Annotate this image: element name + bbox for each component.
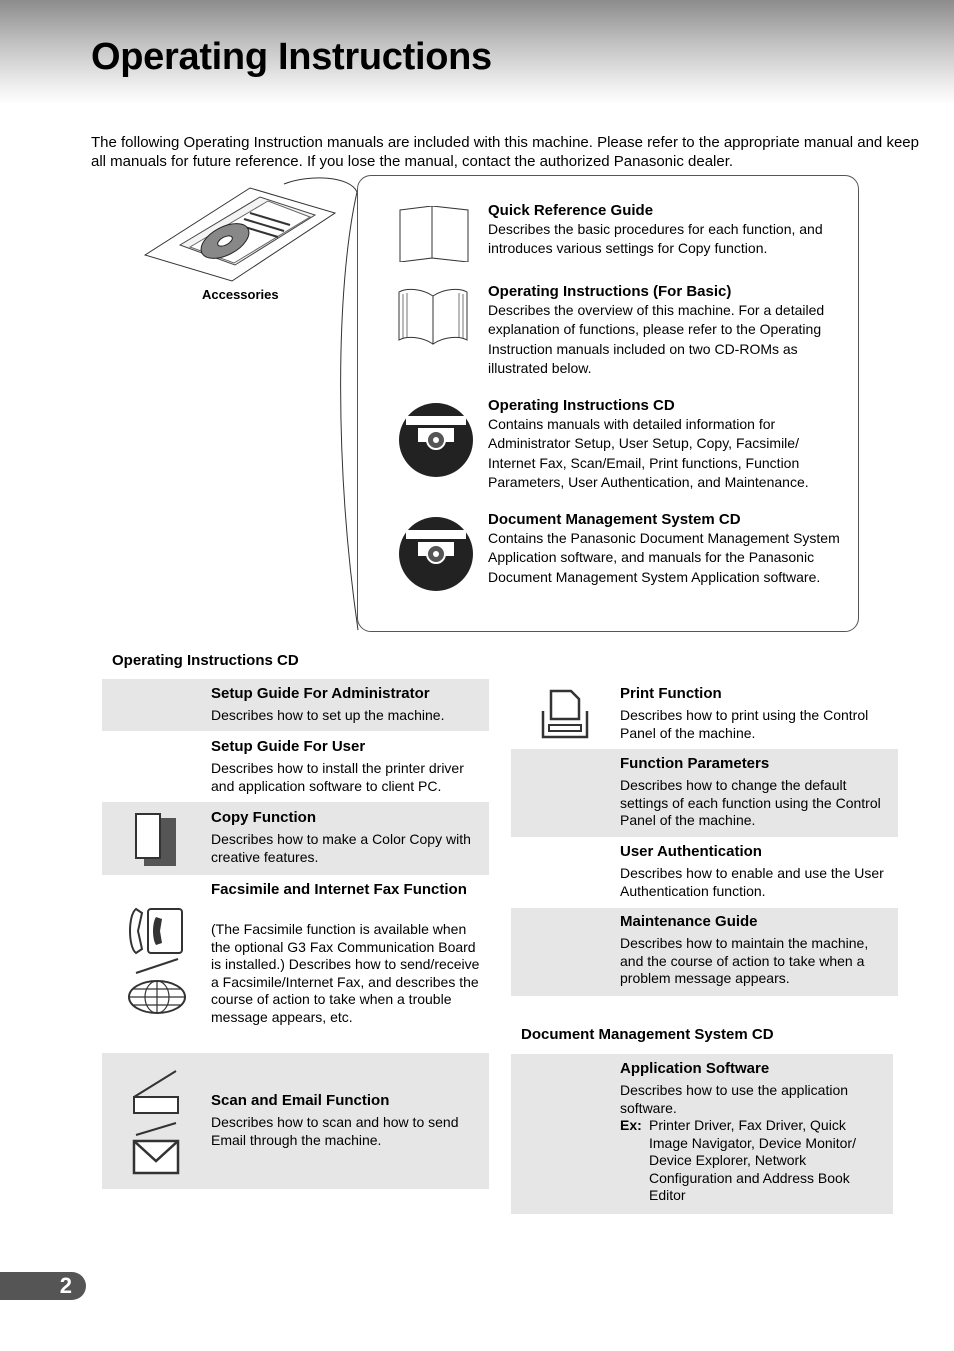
maintenance-guide-box bbox=[511, 908, 898, 996]
box-title: Copy Function bbox=[211, 809, 316, 826]
function-parameters-box bbox=[511, 749, 898, 837]
document-management-system-cd bbox=[488, 510, 848, 587]
box-title: Facsimile and Internet Fax Function bbox=[211, 881, 467, 898]
accessories-label: Accessories bbox=[202, 287, 279, 302]
setup-guide-admin-box bbox=[102, 679, 489, 731]
app-software-desc: Describes how to use the application software. bbox=[620, 1082, 849, 1116]
box-title: Setup Guide For Administrator bbox=[211, 685, 430, 702]
box-title: User Authentication bbox=[620, 843, 762, 860]
box-desc: Describes how to make a Color Copy with creative features. bbox=[211, 831, 471, 865]
box-desc: Describes how to maintain the machine, and the course of action to take when a problem message appears. bbox=[620, 935, 869, 986]
setup-guide-user-box bbox=[102, 731, 489, 801]
closed-book-icon bbox=[398, 206, 470, 262]
example-text: Printer Driver, Fax Driver, Quick Image Navigator, Device Monitor/ Device Explorer, Network Configuration and Address Book Editor bbox=[649, 1117, 856, 1203]
example-label: Ex: bbox=[620, 1117, 642, 1133]
box-desc: (The Facsimile function is available when the optional G3 Fax Communication Board is installed.) Describes how to send/receive a Facsimile/Internet Fax, and describes the course of action to take when a trouble message appears, etc. bbox=[211, 921, 480, 1025]
cd-icon bbox=[398, 516, 474, 592]
page-number: 2 bbox=[0, 1272, 86, 1300]
callout-item-desc: Contains manuals with detailed information for Administrator Setup, User Setup, Copy, Facsimile/ Internet Fax, Scan/Email, Print functions, Function Parameters, User Authentication, and Maintenance. bbox=[488, 416, 809, 491]
box-desc: Describes how to enable and use the User Authentication function. bbox=[620, 865, 884, 899]
user-authentication-box bbox=[511, 837, 898, 907]
box-title: Function Parameters bbox=[620, 755, 770, 772]
intro-paragraph: The following Operating Instruction manuals are included with this machine. Please refer to the appropriate manual and keep all manuals for future reference. If you lose the manual, contact the authorized Panasonic dealer. bbox=[91, 134, 919, 170]
manuals-callout bbox=[357, 175, 859, 632]
page-title: Operating Instructions bbox=[91, 36, 492, 78]
fax-internet-icon bbox=[126, 905, 188, 1017]
callout-item-title: Quick Reference Guide bbox=[488, 202, 654, 219]
box-desc: Describes how to print using the Control Panel of the machine. bbox=[620, 707, 869, 741]
copy-icon bbox=[134, 812, 178, 868]
box-desc: Describes how to change the default settings of each function using the Control Panel of the machine. bbox=[620, 777, 881, 828]
callout-item-desc: Contains the Panasonic Document Management System Application software, and manuals for the Panasonic Document Management System Application software. bbox=[488, 530, 840, 585]
box-desc: Describes how to set up the machine. bbox=[211, 707, 445, 723]
open-book-icon bbox=[396, 286, 470, 348]
copy-function-box bbox=[102, 802, 489, 875]
box-title: Print Function bbox=[620, 685, 722, 702]
oi-cd-heading: Operating Instructions CD bbox=[112, 652, 299, 669]
printer-icon bbox=[539, 689, 591, 741]
scan-email-box bbox=[102, 1053, 489, 1189]
fax-function-box bbox=[102, 875, 489, 1053]
print-function-box bbox=[511, 679, 898, 749]
application-software-box bbox=[511, 1054, 893, 1214]
box-title: Maintenance Guide bbox=[620, 913, 758, 930]
box-title: Application Software bbox=[620, 1060, 770, 1077]
box-desc: Describes how to install the printer driver and application software to client PC. bbox=[211, 760, 464, 794]
callout-item-title: Document Management System CD bbox=[488, 511, 741, 528]
box-desc bbox=[620, 1082, 885, 1205]
operating-instructions-cd bbox=[488, 396, 848, 493]
callout-item-title: Operating Instructions CD bbox=[488, 397, 675, 414]
dms-cd-heading: Document Management System CD bbox=[521, 1026, 774, 1043]
callout-item-desc: Describes the overview of this machine. For a detailed explanation of functions, please refer to the Operating Instruction manuals included on two CD-ROMs as illustrated below. bbox=[488, 302, 825, 377]
box-title: Setup Guide For User bbox=[211, 738, 366, 755]
operating-instructions-basic bbox=[488, 282, 848, 379]
callout-item-title: Operating Instructions (For Basic) bbox=[488, 283, 732, 300]
box-title: Scan and Email Function bbox=[211, 1092, 390, 1109]
example-row bbox=[620, 1117, 885, 1205]
quick-reference-guide bbox=[488, 201, 848, 259]
callout-item-desc: Describes the basic procedures for each function, and introduces various settings for Copy function. bbox=[488, 221, 823, 257]
scan-email-icon bbox=[130, 1069, 182, 1177]
box-desc: Describes how to scan and how to send Email through the machine. bbox=[211, 1114, 459, 1148]
cd-icon bbox=[398, 402, 474, 478]
